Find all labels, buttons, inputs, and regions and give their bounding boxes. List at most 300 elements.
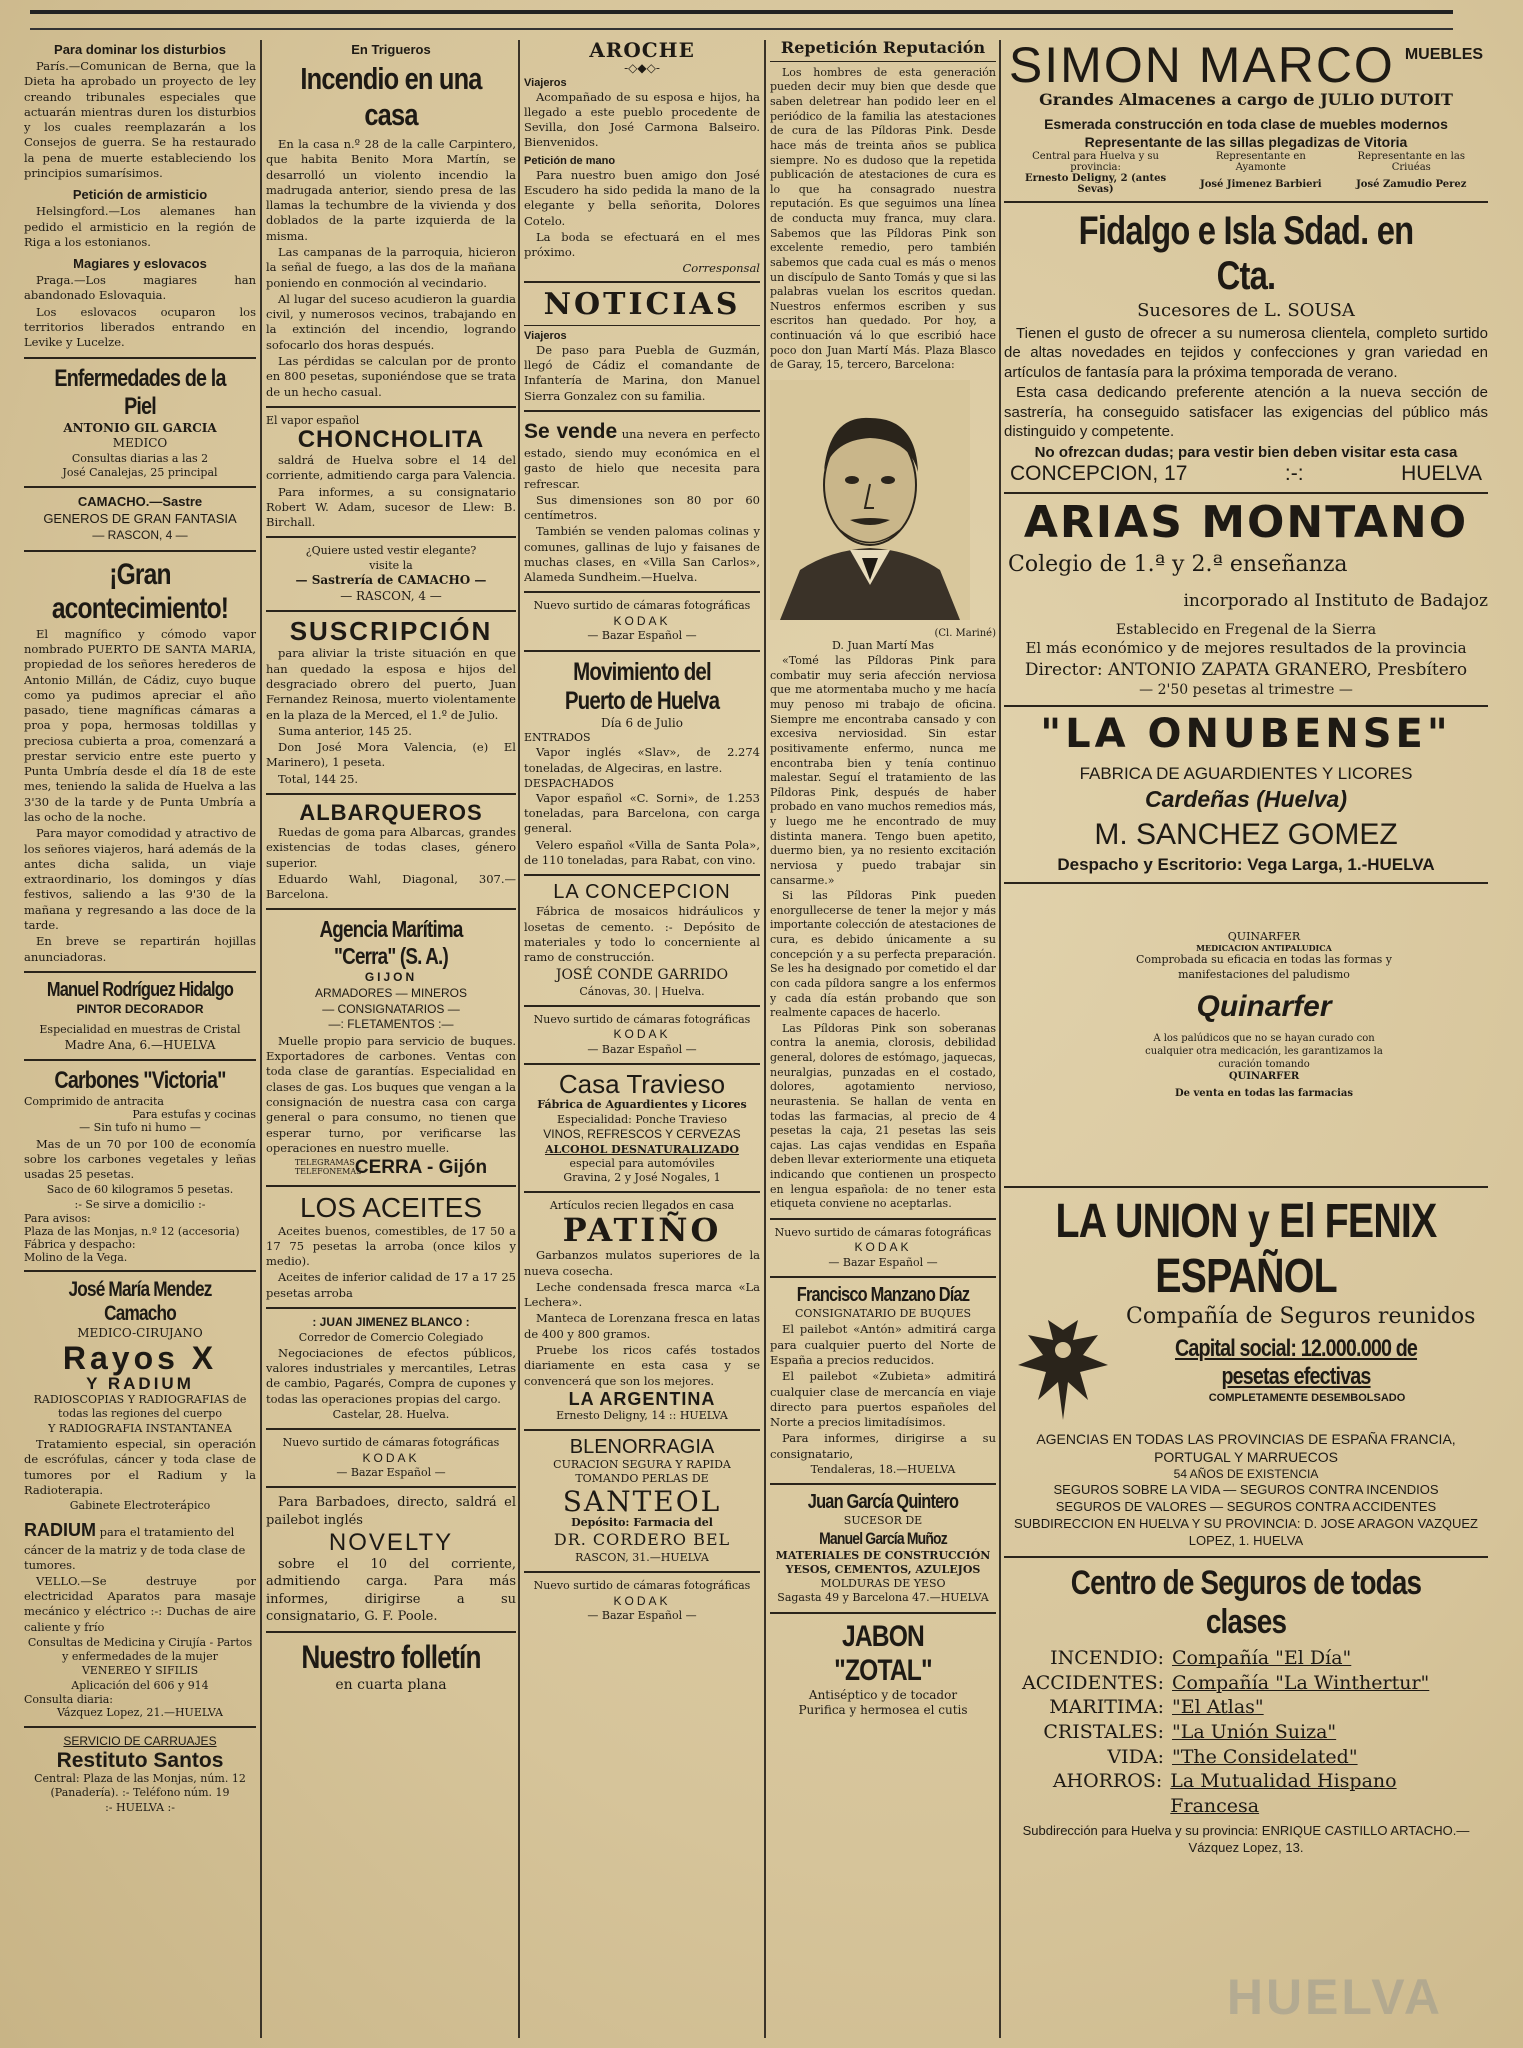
kodak-bazar: — Bazar Español — — [587, 1042, 697, 1056]
fidalgo-city: HUELVA — [1401, 462, 1482, 486]
qui-line: QUINARFER — [1228, 1070, 1300, 1082]
centro-row-key: MARITIMA: — [1049, 1696, 1164, 1719]
kodak-brand: KODAK — [854, 1240, 912, 1255]
union-title: LA UNION y El FENIX ESPAÑOL — [1055, 1195, 1437, 1304]
radium-line: VELLO.—Se destruye por electricidad Aparatos para masaje mecánico y eléctrico :-: Duchas de aire caliente y frío — [24, 1573, 256, 1634]
gran-title: ¡Gran acontecimiento! — [51, 557, 229, 625]
centro-row-key: AHORROS: — [1052, 1770, 1163, 1793]
column-1 — [24, 40, 256, 2038]
vapor-label: El vapor español — [266, 413, 360, 427]
suscripcion-line: Total, 144 25. — [278, 771, 359, 786]
patino-title: PATIÑO — [562, 1210, 722, 1249]
simon-line: Grandes Almacenes a cargo de JULIO DUTOIT — [1039, 90, 1453, 109]
peticion-title: Petición de mano — [524, 154, 616, 167]
movimiento-date: Día 6 de Julio — [601, 715, 683, 730]
fidalgo-body: Tienen el gusto de ofrecer a su numerosa clientela, completo surtido de altas novedades en tejidos y confecciones y gran variedad en artículos de fantasía para la próxima temporada de verano. — [1004, 324, 1488, 381]
carruajes-title: SERVICIO DE CARRUAJES — [63, 1734, 217, 1749]
centro-title: Centro de Seguros de todas clases — [1070, 1563, 1422, 1641]
arias-line: — 2'50 pesetas al trimestre — — [1139, 682, 1353, 699]
centro-row — [1004, 1745, 1488, 1770]
divider — [24, 1270, 256, 1272]
patino-line: Leche condensada fresca marca «La Lechera». — [524, 1279, 760, 1310]
magiares-body-1: Praga.—Los magiares han abandonado Eslovaquia. — [24, 273, 256, 303]
travieso-line: especial para automóviles — [569, 1156, 715, 1170]
qui-line: MEDICACION ANTIPALUDICA — [1196, 943, 1332, 954]
union-line: SEGUROS DE VALORES — SEGUROS CONTRA ACCIDENTES — [1055, 1499, 1437, 1515]
patino-line: Garbanzos mulatos superiores de la nueva cosecha. — [524, 1248, 760, 1278]
suscripcion-line: Suma anterior, 145 25. — [278, 723, 412, 738]
choncholita-body: Para informes, a su consignatario Robert W. Adam, sucesor de Llew: B. Birchall. — [266, 484, 516, 530]
trigueros-title: En Trigueros — [351, 42, 431, 57]
carbones-line: Para estufas y cocinas — [132, 1108, 256, 1122]
noticias-title: NOTICIAS — [543, 287, 741, 323]
camacho-line: GENEROS DE GRAN FANTASIA — [43, 511, 237, 527]
concepcion-addr: Cánovas, 30. | Huelva. — [579, 984, 705, 998]
centro-row-value: Compañía "La Winthertur" — [1172, 1671, 1430, 1694]
vende-body: una nevera en perfecto estado, siendo muy económica en el gasto de hielo que necesita para refrescar. — [524, 427, 760, 491]
rayos-line: RADIOSCOPIAS Y RADIOGRAFIAS de todas las regiones del cuerpo — [33, 1393, 247, 1421]
aroche-title: AROCHE — [589, 40, 695, 62]
watermark: HUELVA — [1226, 1969, 1443, 2025]
divider — [1004, 201, 1488, 203]
carbones-line: Saco de 60 kilogramos 5 pesetas. — [46, 1183, 234, 1197]
qui-line: A los palúdicos que no se hayan curado con cualquier otra medicación, les garantizamos la curación tomando — [1145, 1032, 1383, 1070]
divider — [266, 1307, 516, 1309]
vestir-question: ¿Quiere usted vestir elegante? — [305, 544, 477, 558]
qui-brand: Quinarfer — [1196, 989, 1332, 1023]
centro-row — [1004, 1671, 1488, 1696]
divider — [24, 357, 256, 359]
arias-line: Director: ANTONIO ZAPATA GRANERO, Presbítero — [1024, 659, 1468, 680]
rodriguez-spec: Especialidad en muestras de Cristal — [39, 1023, 241, 1037]
zotal-title: JABON "ZOTAL" — [834, 1619, 932, 1687]
agencia-line: — CONSIGNATARIOS — — [322, 1001, 460, 1016]
suscripcion-title: SUSCRIPCIÓN — [289, 616, 493, 647]
divider — [524, 591, 760, 593]
agencia-city: GIJON — [364, 970, 418, 985]
carbones-line: Para avisos: — [24, 1212, 91, 1226]
blenorragia-line: TOMANDO PERLAS DE — [575, 1472, 709, 1486]
onubense-line: Despacho y Escritorio: Vega Larga, 1.-HUELVA — [1057, 855, 1435, 875]
quintero-line: YESOS, CEMENTOS, AZULEJOS — [785, 1562, 981, 1576]
aceites-title: LOS ACEITES — [299, 1192, 483, 1224]
agencia-title: Agencia Marítima "Cerra" (S. A.) — [319, 916, 463, 970]
kodak-bazar: — Bazar Español — — [587, 1609, 697, 1623]
concepcion-name: JOSÉ CONDE GARRIDO — [555, 967, 729, 984]
portrait-illustration — [770, 380, 970, 620]
travieso-line: Gravina, 2 y José Nogales, 1 — [563, 1171, 721, 1185]
divider — [524, 1063, 760, 1065]
vende-body: También se venden palomas colinas y comunes, gallinas de lujo y faisanes de muchas clases, en «Villa San Carlos», Alameda Sundheim.—Huelva. — [524, 524, 760, 585]
carbones-title: Carbones "Victoria" — [54, 1067, 226, 1095]
onubense-line: M. SANCHEZ GOMEZ — [1094, 818, 1398, 852]
divider — [1004, 1186, 1488, 1188]
rayos-title: Rayos X — [62, 1339, 218, 1376]
centro-row-value: "The Considelated" — [1172, 1745, 1358, 1768]
union-line: COMPLETAMENTE DESEMBOLSADO — [1208, 1392, 1406, 1405]
divider — [1004, 1556, 1488, 1558]
divider — [524, 1571, 760, 1573]
kodak-line: Nuevo surtido de cámaras fotográficas — [533, 1579, 751, 1593]
union-line: SEGUROS SOBRE LA VIDA — SEGUROS CONTRA INCENDIOS — [1053, 1482, 1439, 1498]
agencia-cerra: CERRA - Gijón — [354, 1157, 488, 1179]
column-2 — [266, 40, 516, 2038]
manzano-body: Para informes, dirigirse a su consignatario, — [770, 1431, 996, 1461]
simon-representatives — [1004, 151, 1488, 195]
column-rule — [260, 40, 262, 2038]
kodak-bazar: — Bazar Español — — [336, 1466, 446, 1480]
vestir-sastreria: — Sastrería de CAMACHO — — [295, 572, 487, 587]
divider — [770, 1276, 996, 1278]
travieso-line: ALCOHOL DESNATURALIZADO — [544, 1142, 740, 1156]
santeol-title: SANTEOL — [562, 1484, 722, 1518]
kodak-brand: KODAK — [362, 1450, 420, 1465]
albarqueros-body: Ruedas de goma para Albarcas, grandes existencias de todas clases, género superior. — [266, 825, 516, 870]
kodak-brand: KODAK — [613, 1027, 671, 1042]
radium-line: Consulta diaria: — [24, 1692, 114, 1706]
divider — [524, 281, 760, 283]
mendez-title: José María Mendez Camacho — [68, 1278, 212, 1326]
despachados: DESPACHADOS — [524, 776, 615, 790]
arias-line: incorporado al Instituto de Badajoz — [1183, 591, 1488, 612]
carbones-line: Fábrica y despacho: — [24, 1238, 136, 1252]
travieso-line: Fábrica de Aguardientes y Licores — [537, 1098, 747, 1112]
simon-rep-name: José Jimenez Barbieri — [1200, 178, 1322, 190]
viajeros-title: Viajeros — [524, 76, 567, 89]
blenorragia-line: CURACION SEGURA Y RAPIDA — [553, 1458, 731, 1472]
quintero-title: Juan García Quintero — [807, 1491, 959, 1514]
santeol-name: DR. CORDERO BEL — [553, 1530, 731, 1550]
divider — [24, 486, 256, 488]
centro-row-value: La Mutualidad Hispano Francesa — [1170, 1770, 1397, 1817]
incendio-title: Incendio en una casa — [300, 61, 482, 132]
incendio-body: Al lugar del suceso acudieron la guardia civil, y numerosos vecinos, trabajando en la extinción del incendio, logrando sofocarlo dos horas después. — [266, 291, 516, 352]
divider — [524, 1005, 760, 1007]
rayos-line: Tratamiento especial, sin operación de escrófulas, cáncer y toda clase de tumores por el Radium y la Radioterapia. — [24, 1436, 256, 1497]
carbones-line: Molino de la Vega. — [24, 1251, 128, 1265]
simon-title: SIMON MARCO — [1008, 40, 1395, 93]
column-rule — [764, 40, 766, 2038]
piel-hours: Consultas diarias a las 2 — [71, 451, 209, 465]
radium-line: VENEREO Y SIFILIS — [81, 1664, 199, 1678]
divider — [524, 650, 760, 652]
carbones-line: — Sin tufo ni humo — — [79, 1121, 201, 1135]
divider — [24, 550, 256, 552]
carbones-line: Mas de un 70 por 100 de economía sobre los carbones vegetales y leñas usadas 25 pesetas. — [24, 1136, 256, 1182]
simon-line: Representante de las sillas plegadizas de Vitoria — [1084, 133, 1408, 150]
simon-rep-name: José Zamudio Perez — [1356, 178, 1467, 190]
arias-line: El más económico y de mejores resultados de la provincia — [1025, 639, 1467, 658]
divider — [266, 610, 516, 612]
folletin-sub: en cuarta plana — [335, 1677, 447, 1694]
vende-title: Se vende — [524, 420, 618, 444]
column-3 — [524, 40, 760, 2038]
divider — [266, 793, 516, 795]
divider — [524, 325, 760, 326]
movimiento-title: Movimiento del Puerto de Huelva — [564, 657, 720, 715]
kodak-bazar: — Bazar Español — — [587, 629, 697, 643]
agencia-tele: TELEGRAMAS TELEFONEMAS — [294, 1158, 362, 1177]
patino-pre: Artículos recien llegados en casa — [549, 1199, 735, 1213]
divider — [266, 1428, 516, 1430]
zotal-line: Purifica y hermosea el cutis — [798, 1703, 968, 1718]
aceites-body: Aceites buenos, comestibles, de 17 50 a 17 75 pesetas la arroba (once kilos y medio). — [266, 1223, 516, 1269]
suscripcion-body: para aliviar la triste situación en que han quedado la esposa e hijos del desgraciado obrero del puerto, Juan Fernandez Reinosa, muerto violentamente en la plaza de la Merced, el 1.º de Julio. — [266, 646, 516, 722]
magiares-body-2: Los eslovacos ocuparon los territorios liberados entrando en Levike y Lucelze. — [24, 304, 256, 350]
photo-caption: D. Juan Martí Mas — [831, 638, 935, 652]
manzano-sub: CONSIGNATARIO DE BUQUES — [794, 1307, 972, 1321]
divider — [266, 908, 516, 910]
divider — [24, 1726, 256, 1728]
ornament-icon: -◇◆◇- — [624, 61, 660, 75]
concepcion-title: LA CONCEPCION — [553, 881, 731, 904]
rayos-sub: Y RADIUM — [86, 1374, 194, 1394]
piel-addr: José Canalejas, 25 principal — [62, 465, 218, 479]
divider — [266, 1185, 516, 1187]
divider — [770, 1483, 996, 1485]
qui-line: QUINARFER — [1227, 930, 1301, 944]
fidalgo-body: No ofrezcan dudas; para vestir bien deben visitar esta casa — [1034, 443, 1458, 461]
agencia-line: —: FLETAMENTOS :— — [328, 1017, 454, 1032]
repeticion-body: Si las Píldoras Pink pueden enorgullecerse de tener la mejor y más importante colección de atestaciones de cura, es debido únicamente a su concepción y a su perfecta preparación. Se les ha designado por cometido el dar con cada píldora sangre a los enfermos y cada día están probando que son realmente capaces de hacerlo. — [770, 889, 996, 1020]
choncholita-body: saldrá de Huelva sobre el 14 del corriente, admitiendo carga para Valencia. — [266, 452, 516, 483]
rodriguez-sub: PINTOR DECORADOR — [76, 1001, 204, 1016]
kodak-brand: KODAK — [613, 613, 671, 628]
fidalgo-sep: :-: — [1284, 462, 1304, 486]
divider — [1004, 882, 1488, 884]
divider — [24, 971, 256, 973]
divider — [524, 874, 760, 876]
centro-list — [1004, 1646, 1488, 1819]
quintero-sub: SUCESOR DE — [843, 1514, 923, 1528]
vende-body: Sus dimensiones son 80 por 60 centímetros. — [524, 492, 760, 523]
simon-rep-label: Representante en las Criuéas — [1357, 151, 1465, 174]
divider — [524, 410, 760, 412]
disturbios-title: Para dominar los disturbios — [54, 42, 226, 57]
rayos-line: Gabinete Electroterápico — [69, 1499, 211, 1513]
albarqueros-title: ALBARQUEROS — [299, 799, 483, 825]
divider — [770, 61, 996, 62]
divider — [770, 1218, 996, 1220]
entrados: ENTRADOS — [524, 731, 591, 745]
centro-row-key: INCENDIO: — [1050, 1646, 1164, 1669]
arias-title: ARIAS MONTANO — [1023, 497, 1469, 549]
agencia-body: Muelle propio para servicio de buques. Exportadores de carbones. Ventas con toda clase de garantías. Especialidad en clases de gas. Los buques que vengan a la consignación de nuestra casa con carga general o para consumo, no tienen que esperar turno, por verificarse las operaciones en nuestro muelle. — [266, 1033, 516, 1155]
centro-row-value: "La Unión Suiza" — [1172, 1720, 1337, 1743]
divider — [524, 1429, 760, 1431]
aceites-body: Aceites de inferior calidad de 17 a 17 25 pesetas arroba — [266, 1270, 516, 1300]
simon-rep-name: Ernesto Deligny, 2 (antes Sevas) — [1024, 173, 1167, 196]
manzano-body: El pailebot «Zubieta» admitirá cualquier clase de mercancía en viaje directo para puertos españoles del Norte a precios limitadísimos. — [770, 1369, 996, 1430]
corresponsal: Corresponsal — [682, 261, 760, 276]
quintero-line: MATERIALES DE CONSTRUCCIÓN — [775, 1548, 991, 1562]
radium-line: Aplicación del 606 y 914 — [71, 1678, 209, 1692]
column-5 — [1004, 40, 1488, 2038]
rayos-line: Y RADIOGRAFIA INSTANTANEA — [48, 1421, 232, 1435]
radium-line: para el tratamiento del cáncer de la matriz y de toda clase de tumores. — [24, 1525, 246, 1572]
top-rule-thin — [30, 28, 1453, 30]
rodriguez-addr: Madre Ana, 6.—HUELVA — [64, 1037, 216, 1052]
divider — [1004, 492, 1488, 494]
viajeros2-body: De paso para Puebla de Guzmán, llegó de Cádiz el comandante de Infantería de Marina, don Manuel Sierra Gonzalez con su familia. — [524, 342, 760, 403]
centro-row-key: ACCIDENTES: — [1022, 1671, 1164, 1694]
patino-line: Pruebe los ricos cafés tostados diariamente en esta casa y se convencerá que son los mejores. — [524, 1342, 760, 1388]
column-4 — [770, 40, 996, 2038]
divider — [524, 1191, 760, 1193]
fidalgo-title: Fidalgo e Isla Sdad. en Cta. — [1078, 209, 1414, 299]
centro-row-value: "El Atlas" — [1172, 1696, 1264, 1719]
agencia-line: ARMADORES — MINEROS — [314, 986, 467, 1001]
repeticion-title: Repetición Reputación — [780, 40, 986, 57]
repeticion-body: «Tomé las Píldoras Pink para combatir muy seria afección nerviosa que me atormentaba mucho y me hacía muy penoso mi trabajo de oficina. Siempre me encontraba cansado y con excesiva nerviosidad. Sin estar positivamente enfermo, nunca me encontraba bien y tenía continuo malestar. Seguí el tratamiento de las Píldoras Pink, después de haber probado en vano muchos remedios más, y luego me he encontrado de muy distinta manera. Tengo buen apetito, duermo bien, ya no resiento excitación nerviosa y puedo trabajar sin cansarme.» — [770, 654, 996, 887]
viajeros-body: Acompañado de su esposa e hijos, ha llegado a este pueblo procedente de Sevilla, don José Carmona Balseiro. Bienvenidos. — [524, 89, 760, 150]
centro-row-key: CRISTALES: — [1043, 1720, 1164, 1743]
column-rule — [999, 40, 1001, 2038]
argentina-title: LA ARGENTINA — [568, 1388, 716, 1409]
union-line: 54 AÑOS DE EXISTENCIA — [1173, 1466, 1319, 1481]
magiares-title: Magiares y eslovacos — [73, 256, 207, 272]
union-line: Compañía de Seguros reunidos — [1126, 1304, 1476, 1330]
onubense-title: "LA ONUBENSE" — [1040, 711, 1452, 758]
kodak-line: Nuevo surtido de cámaras fotográficas — [533, 599, 751, 613]
travieso-line: VINOS, REFRESCOS Y CERVEZAS — [543, 1126, 741, 1141]
incendio-body: En la casa n.º 28 de la calle Carpintero, que habita Benito Mora Martín, se desarrolló un violento incendio la madrugada anterior, siendo presa de las llamas la techumbre de la vivienda y dos doblados de la parte izquierda de la misma. — [266, 137, 516, 243]
vestir-addr: — RASCON, 4 — — [340, 588, 442, 603]
travieso-title: Casa Travieso — [558, 1069, 726, 1100]
mendez-sub: MEDICO-CIRUJANO — [77, 1326, 203, 1341]
carbones-line: :- Se sirve a domicilio :- — [74, 1197, 206, 1211]
piel-name: ANTONIO GIL GARCIA — [63, 420, 217, 435]
piel-title: Enfermedades de la Piel — [54, 364, 226, 420]
peticion-body: La boda se efectuará en el mes próximo. — [524, 229, 760, 260]
centro-row — [1004, 1720, 1488, 1745]
armisticio-title: Petición de armisticio — [72, 187, 208, 203]
gran-body-3: En breve se repartirán hojillas anunciadoras. — [24, 934, 256, 964]
jimenez-addr: Castelar, 28. Huelva. — [332, 1407, 450, 1421]
onubense-line: Cardeñas (Huelva) — [1145, 786, 1347, 813]
union-line: SUBDIRECCION EN HUELVA Y SU PROVINCIA: D. JOSE ARAGON VAZQUEZ LOPEZ, 1. HUELVA — [1013, 1516, 1478, 1548]
jimenez-sub: Corredor de Comercio Colegiado — [298, 1330, 484, 1344]
argentina-addr: Ernesto Deligny, 14 :: HUELVA — [556, 1408, 728, 1422]
camacho-title: CAMACHO.—Sastre — [77, 494, 203, 510]
divider — [266, 1631, 516, 1633]
kodak-brand: KODAK — [613, 1593, 671, 1608]
peticion-body: Para nuestro buen amigo don José Escudero ha sido pedida la mano de la elegante y bella señorita, Dolores Cotelo. — [524, 167, 760, 228]
quinarfer-ad — [1004, 890, 1488, 1180]
fidalgo-addr: CONCEPCION, 17 — [1010, 462, 1188, 486]
simon-muebles: MUEBLES — [1404, 46, 1484, 63]
santeol-addr: RASCON, 31.—HUELVA — [575, 1551, 709, 1565]
camacho-addr: — RASCON, 4 — — [92, 528, 188, 543]
folletin-title: Nuestro folletín — [301, 1639, 481, 1676]
incendio-body: Las pérdidas se calculan por de pronto en 800 pesetas, suponiéndose que se trata de un hecho casual. — [266, 353, 516, 399]
divider — [266, 406, 516, 408]
qui-line: De venta en todas las farmacias — [1174, 1087, 1354, 1099]
despachados-body: Vapor español «C. Sorni», de 1.253 toneladas, para Barcelona, con carga general. — [524, 790, 760, 836]
kodak-line: Nuevo surtido de cámaras fotográficas — [533, 1012, 751, 1026]
vestir-visit: visite la — [369, 558, 413, 572]
despachados-body: Velero español «Villa de Santa Pola», de 110 toneladas, para Rabat, con vino. — [524, 837, 760, 867]
novelty-body: sobre el 10 del corriente, admitiendo carga. Para más informes, dirigirse a su consignatario, G. F. Poole. — [266, 1557, 516, 1624]
choncholita-title: CHONCHOLITA — [297, 425, 485, 453]
blenorragia-title: BLENORRAGIA — [569, 1436, 715, 1459]
patino-line: Manteca de Lorenzana fresca en latas de 400 y 800 gramos. — [524, 1311, 760, 1341]
photo-credit: (Cl. Mariné) — [934, 627, 996, 639]
carbones-line: Plaza de las Monjas, n.º 12 (accesoria) — [24, 1225, 240, 1239]
kodak-line: Nuevo surtido de cámaras fotográficas — [774, 1225, 992, 1239]
arias-line: Establecido en Fregenal de la Sierra — [1115, 622, 1377, 639]
qui-line: Comprobada su eficacia en todas las formas y manifestaciones del paludismo — [1135, 953, 1392, 981]
centro-row — [1004, 1769, 1488, 1818]
divider — [1004, 705, 1488, 707]
santos-line: Central: Plaza de las Monjas, núm. 12 (Panadería). :- Teléfono núm. 19 — [34, 1771, 246, 1800]
divider — [770, 1612, 996, 1614]
union-line: AGENCIAS EN TODAS LAS PROVINCIAS DE ESPAÑA FRANCIA, PORTUGAL Y MARRUECOS — [1036, 1431, 1456, 1466]
divider — [266, 536, 516, 538]
union-line: Capital social: 12.000.000 de pesetas efectivas — [1174, 1335, 1418, 1391]
santos-title: Restituto Santos — [56, 1748, 224, 1772]
incendio-body: Las campanas de la parroquia, hicieron la señal de fuego, a las dos de la mañana poniendo en conmoción al vecindario. — [266, 244, 516, 290]
divider — [24, 1059, 256, 1061]
quintero-line: MOLDURAS DE YESO — [820, 1577, 946, 1591]
manzano-title: Francisco Manzano Díaz — [796, 1284, 970, 1307]
carbones-line: Comprimido de antracita — [24, 1095, 164, 1109]
jimenez-title: : JUAN JIMENEZ BLANCO : — [312, 1314, 470, 1329]
centro-row — [1004, 1646, 1488, 1671]
centro-row-key: VIDA: — [1107, 1745, 1164, 1768]
kodak-line: Nuevo surtido de cámaras fotográficas — [282, 1436, 500, 1450]
jimenez-body: Negociaciones de efectos públicos, valores industriales y mercantiles, Letras de cambio, Pagarés, Compra de cupones y todas las operaciones propias del cargo. — [266, 1345, 516, 1406]
entrados-body: Vapor inglés «Slav», de 2.274 toneladas, de Algeciras, en lastre. — [524, 745, 760, 775]
quintero-name: Manuel García Muñoz — [819, 1528, 947, 1548]
viajeros2-title: Viajeros — [524, 329, 567, 342]
santos-line: :- HUELVA :- — [105, 1800, 175, 1814]
armisticio-body: Helsingford.—Los alemanes han pedido el armisticio en la región de Riga a los estonianos. — [24, 204, 256, 249]
simon-rep-label: Representante en Ayamonte — [1215, 151, 1306, 174]
gran-body-2: Para mayor comodidad y atractivo de los señores viajeros, hará además de la antes dicha salida, un viaje extraordinario, los domingos y días festivos, saliendo a las 9'30 de la mañana y regresando a las doce de la tarde. — [24, 826, 256, 932]
top-rule — [30, 10, 1453, 14]
rodriguez-title: Manuel Rodríguez Hidalgo — [46, 978, 234, 1001]
kodak-bazar: — Bazar Español — — [828, 1255, 938, 1269]
radium-line: Vázquez Lopez, 21.—HUELVA — [56, 1705, 223, 1719]
fidalgo-sub: Sucesores de L. SOUSA — [1137, 300, 1355, 322]
centro-foot: Subdirección para Huelva y su provincia: ENRIQUE CASTILLO ARTACHO.—Vázquez Lopez, 13. — [1022, 1822, 1470, 1855]
quintero-line: Sagasta 49 y Barcelona 47.—HUELVA — [777, 1591, 989, 1605]
divider — [266, 1486, 516, 1488]
manzano-addr: Tendaleras, 18.—HUELVA — [810, 1462, 956, 1476]
onubense-line: FABRICA DE AGUARDIENTES Y LICORES — [1079, 764, 1413, 784]
simon-rep-label: Central para Huelva y su provincia: — [1032, 151, 1159, 174]
gran-body-1: El magnífico y cómodo vapor nombrado PUERTO DE SANTA MARIA, propiedad de los señores herederos de Antonio Millán, de Cádiz, cuyo buque como ya pudimos apreciar el año pasado, tiene magníficas cámaras a proa y popa, hermosas toldillas y preciosa cubierta a proa, comenzará a prestar servicio entre este puerto y Punta Umbría desde el día 18 de este mes, teniendo la salida de Huelva a las 3'30 de la tarde y de Punta Umbría a las ocho de la noche. — [24, 626, 256, 825]
barbados-body: Para Barbadoes, directo, saldrá el pailebot inglés — [266, 1495, 516, 1528]
centro-row-value: Compañía "El Día" — [1172, 1646, 1352, 1669]
column-rule — [518, 40, 520, 2038]
centro-row — [1004, 1695, 1488, 1720]
manzano-body: El pailebot «Antón» admitirá carga para cualquier puerto del Norte de España a precios reducidos. — [770, 1322, 996, 1368]
radium-title: RADIUM — [24, 1520, 96, 1541]
disturbios-body: París.—Comunican de Berna, que la Dieta ha aprobado un proyecto de ley creando tribunales especiales que actuarán mientras duren los disturbios y los cuales reemplazarán a los Consejos de guerra. Se ha restaurado la pena de muerte estableciendo los principios sumarísimos. — [24, 59, 256, 180]
travieso-line: Especialidad: Ponche Travieso — [557, 1112, 727, 1126]
arias-line: Colegio de 1.ª y 2.ª enseñanza — [1008, 552, 1348, 578]
radium-line: Consultas de Medicina y Cirujía - Partos y enfermedades de la mujer — [27, 1635, 253, 1664]
concepcion-body: Fábrica de mosaicos hidráulicos y losetas de cemento. :- Depósito de materiales y todo lo concerniente al ramo de construcción. — [524, 904, 760, 965]
zotal-line: Antiséptico y de tocador — [808, 1687, 958, 1702]
santeol-dep: Depósito: Farmacia del — [571, 1516, 713, 1529]
piel-role: MEDICO — [112, 436, 168, 451]
fidalgo-body: Esta casa dedicando preferente atención a la nueva sección de sastrería, ha conseguido satisfacer las exigencias del público más distinguido y competente. — [1004, 384, 1488, 441]
albarqueros-addr: Eduardo Wahl, Diagonal, 307.—Barcelona. — [266, 871, 516, 902]
novelty-title: NOVELTY — [328, 1528, 454, 1556]
